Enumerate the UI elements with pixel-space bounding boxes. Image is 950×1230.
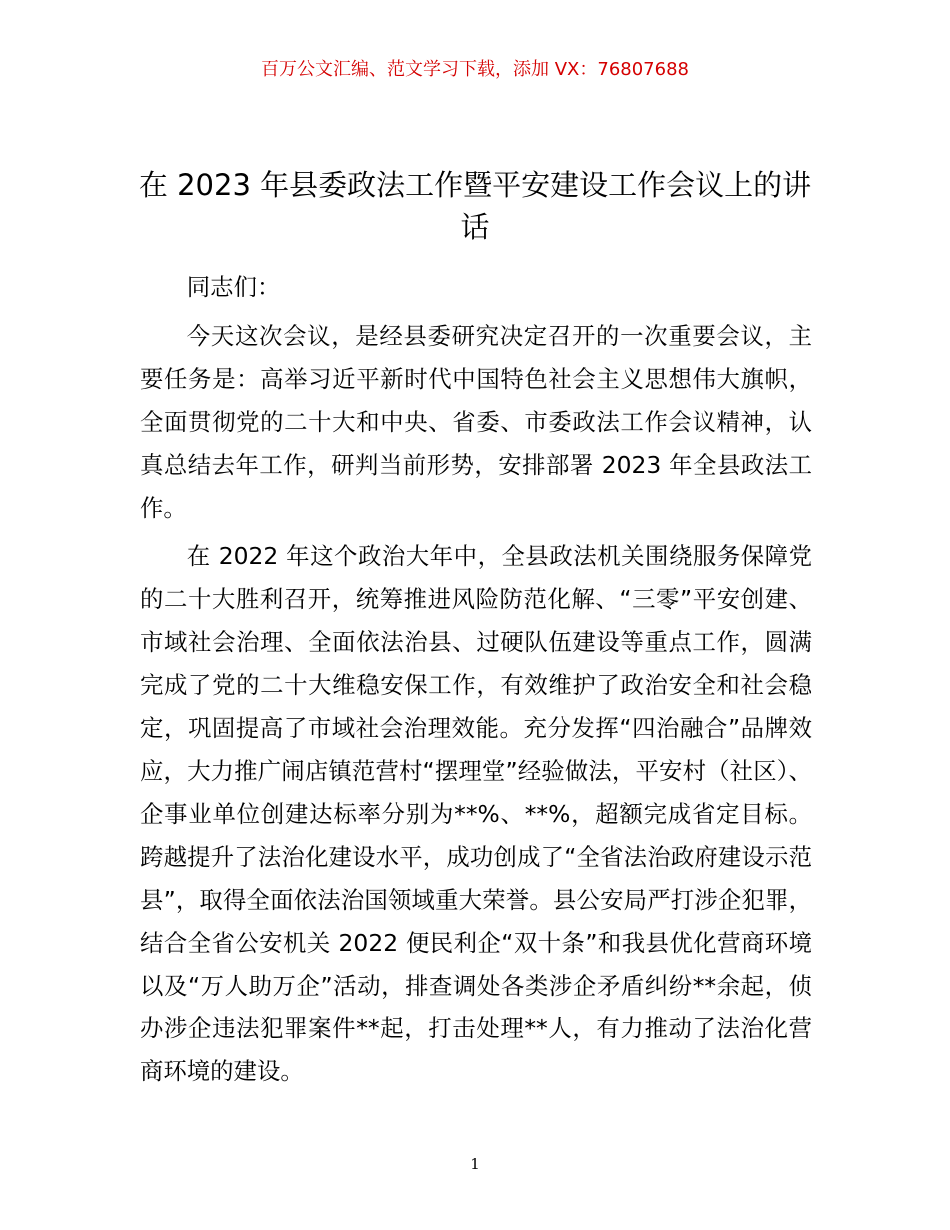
document-body bbox=[140, 266, 812, 1093]
page-number: 1 bbox=[470, 1155, 480, 1173]
document-title: 在 2023 年县委政法工作暨平安建设工作会议上的讲话 bbox=[138, 168, 812, 244]
header-banner: 百万公文汇编、范文学习下载，添加 VX：76807688 bbox=[261, 59, 689, 80]
paragraph-review: 在 2022 年这个政治大年中，全县政法机关围绕服务保障党的二十大胜利召开，统筹推进风险防范化解、“三零”平安创建、市域社会治理、全面依法治县、过硬队伍建设等重点工作，圆满完成了党的二十大维稳安保工作，有效维护了政治安全和社会稳定，巩固提高了市域社会治理效能。充分发挥“四治融合”品牌效应，大力推广闹店镇范营村“摆理堂”经验做法，平安村（社区）、企事业单位创建达标率分别为**%、**%，超额完成省定目标。跨越提升了法治化建设水平，成功创成了“全省法治政府建设示范县”，取得全面依法治国领域重大荣誉。县公安局严打涉企犯罪，结合全省公安机关 2022 便民利企“双十条”和我县优化营商环境以及“万人助万企”活动，排查调处各类涉企矛盾纠纷**余起，侦办涉企违法犯罪案件**起，打击处理**人，有力推动了法治化营商环境的建设。 bbox=[140, 542, 812, 1086]
paragraph-intro: 今天这次会议，是经县委研究决定召开的一次重要会议，主要任务是：高举习近平新时代中国特色社会主义思想伟大旗帜，全面贯彻党的二十大和中央、省委、市委政法工作会议精神，认真总结去年工作，研判当前形势，安排部署 2023 年全县政法工作。 bbox=[140, 321, 812, 522]
salutation: 同志们： bbox=[186, 273, 281, 301]
